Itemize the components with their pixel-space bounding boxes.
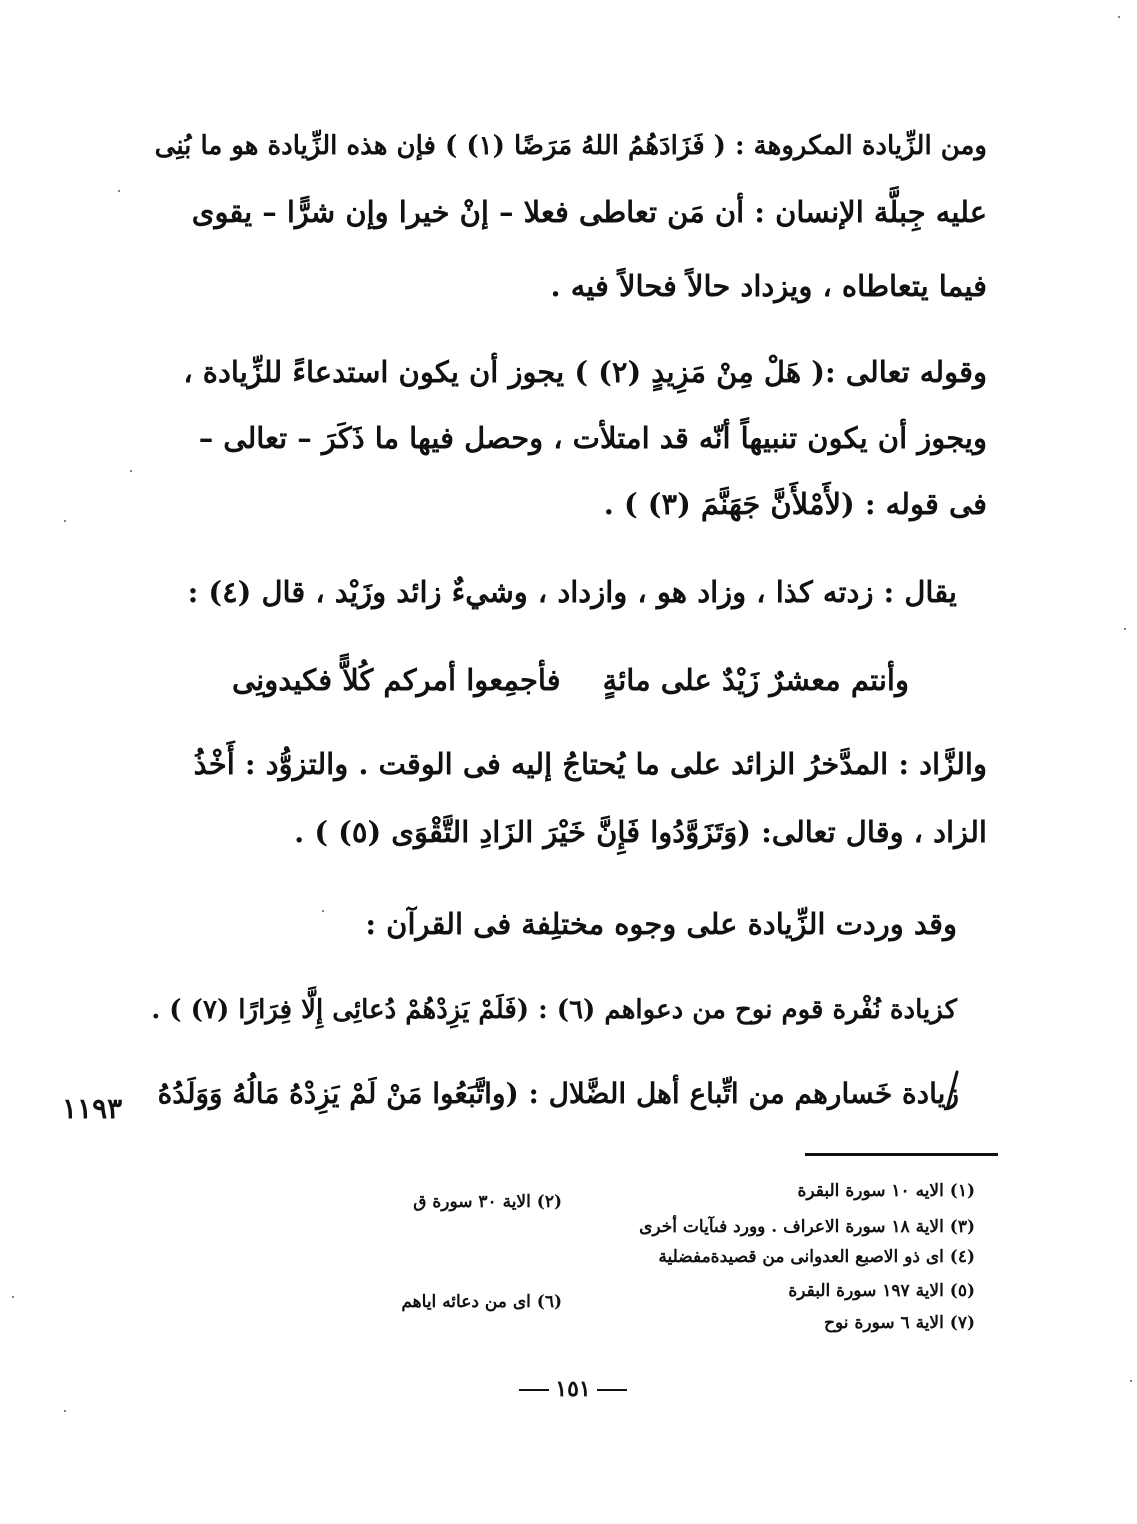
body-line-12: زيادة خَسارهم من اتِّباع أهل الضَّلال : (واتَّبَعُوا مَنْ لَمْ يَزِدْهُ مَالُهُ وَوَلَدُهُ (157, 1077, 959, 1110)
footnote-7: (٧) الاية ٦ سورة نوح (824, 1313, 975, 1333)
verse-hemistich-left: فأجمِعوا أمركم كُلاًّ فكيدونِى (232, 663, 561, 697)
scan-speck (1118, 16, 1120, 18)
scan-speck (1130, 1380, 1132, 1382)
body-line-3: فيما يتعاطاه ، ويزداد حالاً فحالاً فيه . (550, 269, 987, 303)
footnote-separator (805, 1153, 998, 1156)
scan-speck (1124, 628, 1126, 630)
body-line-8: والزَّاد : المدَّخرُ الزائد على ما يُحتاجُ إليه فى الوقت . والتزوُّد : أَخْذُ (193, 747, 987, 781)
footnote-5: (٥) الاية ١٩٧ سورة البقرة (788, 1281, 975, 1301)
scan-speck (322, 910, 324, 912)
scan-speck (118, 190, 120, 192)
page-number-dash-left (519, 1389, 549, 1391)
body-line-6: فى قوله : (لأَمْلأَنَّ جَهَنَّمَ (٣) ) . (603, 487, 987, 521)
verse-hemistich-right: وأنتم معشرٌ زَيْدٌ على مائةٍ (602, 663, 909, 697)
scan-speck (12, 1296, 14, 1298)
footnote-4: (٤) اى ذو الاصبع العدوانى من قصيدةمفضلية (658, 1247, 975, 1267)
body-line-5: ويجوز أن يكون تنبيهاً أنّه قد امتلأت ، وحصل فيها ما ذَكَرَ – تعالى – (198, 421, 987, 455)
page-number-dash-right (597, 1389, 627, 1391)
page-number-value: ١٥١ (555, 1376, 591, 1402)
body-line-10: وقد وردت الزِّيادة على وجوه مختلِفة فى القرآن : (365, 907, 957, 941)
body-line-7: يقال : زدته كذا ، وزاد هو ، وازداد ، وشيءٌ زائد وزَيْد ، قال (٤) : (187, 575, 957, 609)
footnote-6: (٦) اى من دعائه اياهم (401, 1292, 562, 1312)
body-line-9: الزاد ، وقال تعالى: (وَتَزَوَّدُوا فَإِنَّ خَيْرَ الزَادِ التَّقْوَى (٥) ) . (294, 815, 987, 849)
body-line-11: كزيادة نُفْرة قوم نوح من دعواهم (٦) : (فَلَمْ يَزِدْهُمْ دُعائِى إِلَّا فِرَارًا (٧) ) . (151, 995, 957, 1025)
margin-number: ١١٩٣ (62, 1092, 123, 1125)
footnote-3: (٣) الاية ١٨ سورة الاعراف . وورد فىآيات أخرى (639, 1217, 975, 1237)
scan-speck (64, 520, 66, 522)
scan-speck (64, 1410, 66, 1412)
scan-speck (130, 470, 132, 472)
body-line-1: ومن الزِّيادة المكروهة : ( فَزَادَهُمُ اللهُ مَرَضًا (١) ) فإن هذه الزِّيادة هو ما بُنِى (154, 131, 987, 161)
page-number (513, 1376, 633, 1402)
handwritten-slash-mark (945, 1070, 959, 1110)
footnote-2: (٢) الاية ٣٠ سورة ق (413, 1192, 562, 1212)
footnote-1: (١) الايه ١٠ سورة البقرة (797, 1181, 975, 1201)
body-line-4: وقوله تعالى :( هَلْ مِنْ مَزِيدٍ (٢) ) يجوز أن يكون استدعاءً للزِّيادة ، (183, 355, 987, 389)
body-line-2: عليه جِبلَّة الإنسان : أن مَن تعاطى فعلا – إنْ خيرا وإن شرًّا – يقوى (191, 195, 987, 229)
